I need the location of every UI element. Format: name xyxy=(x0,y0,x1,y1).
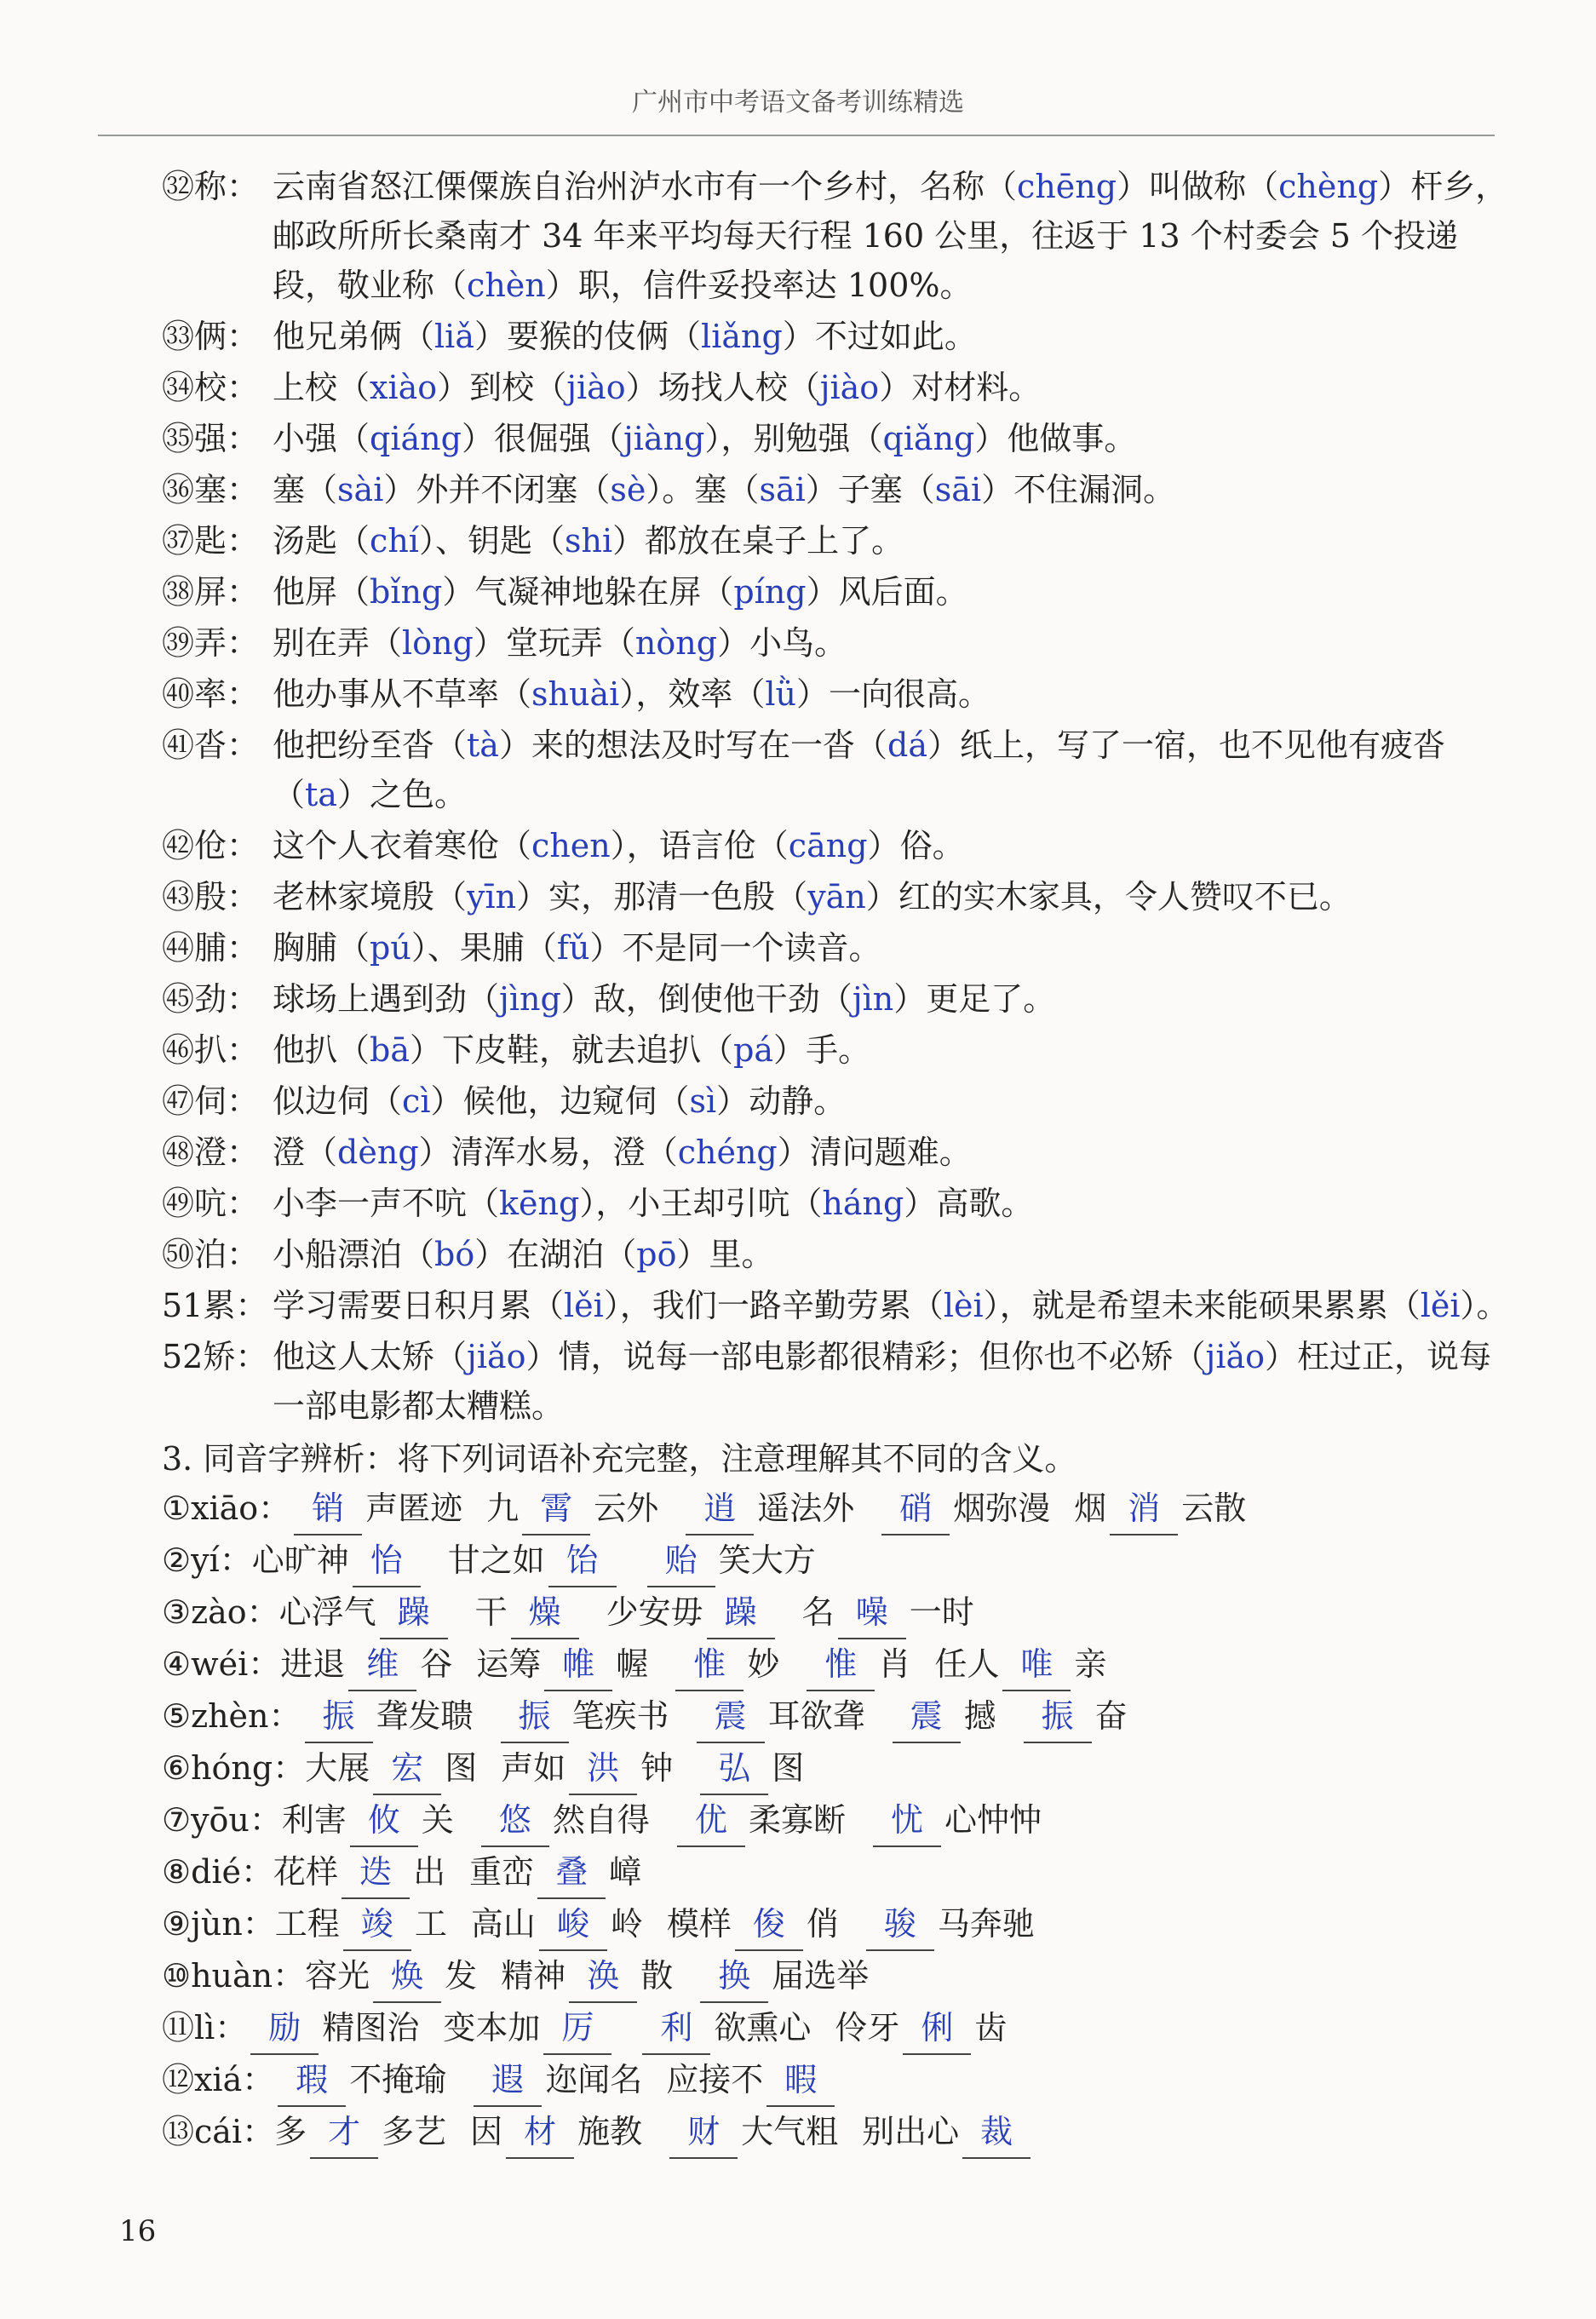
pinyin-answer: pú xyxy=(370,929,411,967)
pinyin-answer: yīn xyxy=(467,878,517,916)
pinyin-answer: chēng xyxy=(1017,168,1117,205)
word-group: 多 才 多艺 xyxy=(274,2113,446,2150)
pinyin-answer: chen xyxy=(531,827,611,864)
word-group: 甘之如 饴 xyxy=(448,1541,620,1579)
fill-blank: 遐 xyxy=(474,2055,542,2107)
homophone-row xyxy=(162,1639,1516,1691)
word-group: 重峦 叠 嶂 xyxy=(469,1853,641,1891)
item-text: 塞（sài）外并不闭塞（sè）。塞（sāi）子塞（sāi）不住漏洞。 xyxy=(273,471,1176,508)
list-item xyxy=(162,974,1516,1024)
item-number: ㊹脯： xyxy=(162,929,260,967)
homophone-row xyxy=(162,1535,1516,1587)
fill-blank: 骏 xyxy=(866,1899,934,1951)
list-item xyxy=(162,1128,1516,1177)
pinyin-answer: chéng xyxy=(677,1134,778,1171)
item-text: 小船漂泊（bó）在湖泊（pō）里。 xyxy=(273,1236,774,1273)
item-number: ㊺劲： xyxy=(162,980,260,1018)
word-group: 进退 维 谷 xyxy=(280,1645,452,1683)
homophone-label: ⑫xiá： xyxy=(162,2061,275,2098)
item-number: ㊶沓： xyxy=(162,726,260,764)
pinyin-answer: shuài xyxy=(531,675,620,713)
pinyin-answer: lǜ xyxy=(765,675,796,713)
pinyin-answer: cì xyxy=(402,1082,431,1120)
pinyin-answer: fǔ xyxy=(556,929,590,967)
item-number: 52矫： xyxy=(162,1338,268,1375)
fill-blank: 攸 xyxy=(350,1795,418,1847)
fill-blank: 维 xyxy=(348,1639,416,1691)
pinyin-answer: chèn xyxy=(467,267,546,304)
fill-blank: 唯 xyxy=(1002,1639,1071,1691)
fill-blank: 励 xyxy=(250,2003,319,2055)
item-number: ㊿泊： xyxy=(162,1236,260,1273)
pinyin-answer: jìn xyxy=(852,980,894,1018)
pinyin-answer: jiǎo xyxy=(1205,1338,1266,1375)
list-item xyxy=(162,821,1516,870)
word-group: 别出心 裁 xyxy=(862,2113,1034,2150)
word-group: 任人 唯 亲 xyxy=(934,1645,1106,1683)
pinyin-answer: sì xyxy=(689,1082,717,1120)
fill-blank: 帷 xyxy=(544,1639,612,1691)
word-group: 少安毋 躁 xyxy=(606,1593,778,1631)
word-group: 花样 迭 出 xyxy=(273,1853,445,1891)
list-item xyxy=(162,923,1516,973)
pinyin-answer: chèng xyxy=(1278,168,1379,205)
list-item xyxy=(162,1332,1516,1431)
fill-blank: 暇 xyxy=(766,2055,835,2107)
word-group: 换 届选举 xyxy=(697,1957,869,1995)
item-number: ㊳屏： xyxy=(162,573,260,611)
word-group: 容光 焕 发 xyxy=(305,1957,477,1995)
word-group: 瑕 不掩瑜 xyxy=(274,2061,446,2098)
homophone-label: ⑬cái： xyxy=(162,2113,275,2150)
list-item xyxy=(162,720,1516,819)
fill-blank: 惟 xyxy=(675,1639,743,1691)
fill-blank: 瑕 xyxy=(278,2055,346,2107)
pinyin-answer: sāi xyxy=(934,471,982,508)
homophone-label: ⑨jùn： xyxy=(162,1905,275,1943)
pinyin-answer: jiǎo xyxy=(467,1338,526,1375)
pinyin-answer: bā xyxy=(370,1031,410,1069)
homophone-row xyxy=(162,1899,1516,1951)
fill-blank: 悠 xyxy=(481,1795,549,1847)
word-group: 名 噪 一时 xyxy=(802,1593,974,1631)
word-group: 运筹 帷 幄 xyxy=(476,1645,648,1683)
fill-blank: 俐 xyxy=(903,2003,971,2055)
word-group: 遐 迩闻名 xyxy=(470,2061,642,2098)
pinyin-answer: chí xyxy=(370,522,419,560)
section3-title: 3. 同音字辨析：将下列词语补充完整，注意理解其不同的含义。 xyxy=(162,1440,1077,1478)
pinyin-answer: cāng xyxy=(788,827,868,864)
item-text: 他办事从不草率（shuài），效率（lǜ）一向很高。 xyxy=(273,675,991,713)
word-group: 心旷神 怡 xyxy=(252,1541,424,1579)
pinyin-answer: qiǎng xyxy=(882,420,975,457)
pinyin-answer: xiào xyxy=(370,369,438,406)
fill-blank: 惟 xyxy=(807,1639,875,1691)
fill-blank: 躁 xyxy=(707,1587,775,1639)
item-number: ㊴弄： xyxy=(162,624,260,662)
pinyin-answer: jiàng xyxy=(623,420,705,457)
item-number: ㊷伧： xyxy=(162,827,260,864)
word-group: 励 精图治 xyxy=(247,2009,419,2046)
word-group: 财 大气粗 xyxy=(666,2113,838,2150)
fill-blank: 燥 xyxy=(511,1587,579,1639)
fill-blank: 噪 xyxy=(838,1587,906,1639)
homophone-label: ④wéi： xyxy=(162,1645,281,1683)
item-number: ㊾吭： xyxy=(162,1185,260,1222)
item-text: 小李一声不吭（kēng），小王却引吭（háng）高歌。 xyxy=(273,1185,1034,1222)
word-group: 工程 竣 工 xyxy=(275,1905,447,1943)
homophone-row xyxy=(162,1951,1516,2003)
pinyin-answer: ta xyxy=(305,776,337,813)
homophone-label: ③zào： xyxy=(162,1593,279,1631)
fill-blank: 躁 xyxy=(380,1587,448,1639)
pinyin-answer: lèi xyxy=(943,1287,984,1324)
pinyin-answer: lěi xyxy=(564,1287,604,1324)
item-text: 澄（dèng）清浑水易，澄（chéng）清问题难。 xyxy=(273,1134,972,1171)
word-group: 心浮气 躁 xyxy=(279,1593,451,1631)
header-rule xyxy=(98,135,1495,136)
item-text: 他屏（bǐng）气凝神地躲在屏（píng）风后面。 xyxy=(273,573,968,611)
word-group: 惟 妙 xyxy=(672,1645,779,1683)
fill-blank: 涣 xyxy=(569,1951,637,2003)
fill-blank: 材 xyxy=(506,2107,574,2159)
fill-blank: 怡 xyxy=(353,1535,421,1587)
item-text: 别在弄（lòng）堂玩弄（nòng）小鸟。 xyxy=(273,624,847,662)
fill-blank: 迭 xyxy=(342,1847,410,1899)
word-group: 伶牙 俐 齿 xyxy=(835,2009,1007,2046)
pinyin-answer: nòng xyxy=(634,624,718,662)
pinyin-answer: sè xyxy=(610,471,646,508)
pinyin-answer: liǎ xyxy=(434,318,474,355)
pinyin-answer: lòng xyxy=(402,624,474,662)
word-group: 优 柔寡断 xyxy=(674,1801,846,1839)
fill-blank: 振 xyxy=(1024,1691,1092,1743)
word-group: 模样 俊 俏 xyxy=(667,1905,839,1943)
word-group: 震 耳欲聋 xyxy=(693,1697,865,1735)
pinyin-answer: háng xyxy=(822,1185,904,1222)
homophone-row xyxy=(162,2107,1516,2159)
item-text: 上校（xiào）到校（jiào）场找人校（jiào）对材料。 xyxy=(273,369,1042,406)
word-group: 干 燥 xyxy=(475,1593,583,1631)
fill-blank: 换 xyxy=(700,1951,768,2003)
item-number: ㊻扒： xyxy=(162,1031,260,1069)
pinyin-answer: qiáng xyxy=(370,420,462,457)
fill-blank: 振 xyxy=(501,1691,569,1743)
homophone-row xyxy=(162,2055,1516,2107)
fill-blank: 销 xyxy=(294,1484,362,1535)
pinyin-answer: lěi xyxy=(1420,1287,1461,1324)
pinyin-answer: dá xyxy=(887,726,927,764)
item-text: 云南省怒江傈僳族自治州泸水市有一个乡村，名称（chēng）叫做称（chèng）杆乡，邮政所所长桑南才 34 年来平均每天行程 160 公里，往返于 13 个村委会 5 个投递段，敬业称（chèn）职，信件妥投率达 100%。 xyxy=(273,168,1508,304)
item-text: 小强（qiáng）很倔强（jiàng），别勉强（qiǎng）他做事。 xyxy=(273,420,1137,457)
homophone-label: ⑧dié： xyxy=(162,1853,274,1891)
word-group: 忧 心忡忡 xyxy=(870,1801,1042,1839)
page-number: 16 xyxy=(119,2214,157,2248)
item-number: 51累： xyxy=(162,1287,268,1324)
word-group: 利害 攸 关 xyxy=(282,1801,454,1839)
item-text: 他扒（bā）下皮鞋，就去追扒（pá）手。 xyxy=(273,1031,871,1069)
fill-blank: 叠 xyxy=(537,1847,606,1899)
pinyin-answer: yān xyxy=(807,878,866,916)
word-group: 骏 马奔驰 xyxy=(863,1905,1035,1943)
item-number: ㊼伺： xyxy=(162,1082,260,1120)
item-text: 他这人太矫（jiǎo）情，说每一部电影都很精彩；但你也不必矫（jiǎo）枉过正，说每一部电影都太糟糕。 xyxy=(273,1338,1492,1425)
pinyin-answer: kēng xyxy=(499,1185,580,1222)
item-number: ㊵率： xyxy=(162,675,260,713)
list-item xyxy=(162,618,1516,668)
fill-blank: 贻 xyxy=(647,1535,715,1587)
homophone-row xyxy=(162,2003,1516,2055)
fill-blank: 优 xyxy=(677,1795,745,1847)
homophone-row xyxy=(162,1847,1516,1899)
word-group: 利 欲熏心 xyxy=(639,2009,811,2046)
list-item xyxy=(162,1281,1516,1330)
fill-blank: 饴 xyxy=(548,1535,617,1587)
word-group: 变本加 厉 xyxy=(443,2009,615,2046)
item-text: 似边伺（cì）候他，边窥伺（sì）动静。 xyxy=(273,1082,847,1120)
list-item xyxy=(162,1076,1516,1126)
homophone-label: ⑥hóng： xyxy=(162,1749,306,1787)
content-column xyxy=(162,162,1516,2159)
pinyin-answer: tà xyxy=(467,726,499,764)
word-group: 声如 洪 钟 xyxy=(501,1749,673,1787)
homophone-row xyxy=(162,1484,1516,1535)
fill-blank: 消 xyxy=(1110,1484,1178,1535)
fill-blank: 峻 xyxy=(539,1899,607,1951)
fill-blank: 竣 xyxy=(343,1899,411,1951)
list-item xyxy=(162,669,1516,719)
word-group: 振 笔疾书 xyxy=(497,1697,669,1735)
homophone-label: ①xiāo： xyxy=(162,1490,291,1527)
list-item xyxy=(162,363,1516,412)
fill-blank: 俊 xyxy=(735,1899,803,1951)
word-group: 九 霄 云外 xyxy=(486,1490,658,1527)
word-group: 销 声匿迹 xyxy=(290,1490,462,1527)
word-group: 应接不 暇 xyxy=(666,2061,838,2098)
fill-blank: 宏 xyxy=(373,1743,441,1795)
homophone-label: ②yí： xyxy=(162,1541,252,1579)
fill-blank: 霄 xyxy=(522,1484,590,1535)
pinyin-answer: liǎng xyxy=(701,318,783,355)
fill-blank: 裁 xyxy=(962,2107,1031,2159)
item-text: 他兄弟俩（liǎ）要猴的伎俩（liǎng）不过如此。 xyxy=(273,318,977,355)
item-number: ㊸殷： xyxy=(162,878,260,916)
fill-blank: 财 xyxy=(669,2107,738,2159)
pinyin-answer: sāi xyxy=(759,471,806,508)
fill-blank: 才 xyxy=(310,2107,378,2159)
word-group: 惟 肖 xyxy=(803,1645,910,1683)
item-number: ㉜称： xyxy=(162,168,260,205)
homophone-row xyxy=(162,1587,1516,1639)
list-item xyxy=(162,567,1516,617)
fill-blank: 震 xyxy=(697,1691,765,1743)
fill-blank: 硝 xyxy=(881,1484,950,1535)
word-group: 因 材 施教 xyxy=(470,2113,642,2150)
word-group: 贻 笑大方 xyxy=(644,1541,816,1579)
pinyin-answer: sài xyxy=(337,471,384,508)
list-item xyxy=(162,1179,1516,1228)
homophone-row xyxy=(162,1743,1516,1795)
homophone-label: ⑦yōu： xyxy=(162,1801,282,1839)
pinyin-answer: jiào xyxy=(566,369,626,406)
item-text: 球场上遇到劲（jìng）敌，倒使他干劲（jìn）更足了。 xyxy=(273,980,1056,1018)
word-group: 震 撼 xyxy=(889,1697,996,1735)
item-text: 汤匙（chí）、钥匙（shi）都放在桌子上了。 xyxy=(273,522,904,560)
fill-blank: 厉 xyxy=(543,2003,611,2055)
word-group: 硝 烟弥漫 xyxy=(878,1490,1050,1527)
word-group: 振 聋发聩 xyxy=(301,1697,474,1735)
fill-blank: 震 xyxy=(893,1691,961,1743)
list-item xyxy=(162,162,1516,310)
word-group: 逍 遥法外 xyxy=(682,1490,854,1527)
item-text: 这个人衣着寒伧（chen），语言伧（cāng）俗。 xyxy=(273,827,965,864)
item-number: ㉟强： xyxy=(162,420,260,457)
pinyin-answer: bǐng xyxy=(370,573,443,611)
fill-blank: 逍 xyxy=(686,1484,754,1535)
page-header: 广州市中考语文备考训练精选 xyxy=(632,88,964,118)
item-number: ㊽澄： xyxy=(162,1134,260,1171)
word-group: 弘 图 xyxy=(697,1749,804,1787)
homophone-row xyxy=(162,1691,1516,1743)
item-number: ㊱塞： xyxy=(162,471,260,508)
fill-blank: 振 xyxy=(305,1691,373,1743)
pinyin-answer: jiào xyxy=(819,369,880,406)
fill-blank: 利 xyxy=(642,2003,710,2055)
fill-blank: 洪 xyxy=(569,1743,637,1795)
item-text: 老林家境殷（yīn）实，那清一色殷（yān）红的实木家具，令人赞叹不已。 xyxy=(273,878,1352,916)
pinyin-answer: shi xyxy=(565,522,613,560)
word-group: 高山 峻 岭 xyxy=(471,1905,643,1943)
homophone-row xyxy=(162,1795,1516,1847)
list-item xyxy=(162,312,1516,361)
item-number: ㉝俩： xyxy=(162,318,260,355)
word-group: 大展 宏 图 xyxy=(305,1749,477,1787)
list-item xyxy=(162,1025,1516,1075)
pronunciation-list xyxy=(162,162,1516,1431)
homophone-list xyxy=(162,1484,1516,2159)
homophone-label: ⑩huàn： xyxy=(162,1957,306,1995)
list-item xyxy=(162,516,1516,565)
list-item xyxy=(162,465,1516,514)
item-number: ㊲匙： xyxy=(162,522,260,560)
item-text: 他把纷至沓（tà）来的想法及时写在一沓（dá）纸上，写了一宿，也不见他有疲沓（ta）之色。 xyxy=(273,726,1446,813)
word-group: 烟 消 云散 xyxy=(1074,1490,1246,1527)
homophone-label: ⑪lì： xyxy=(162,2009,248,2046)
list-item xyxy=(162,414,1516,463)
list-item xyxy=(162,1230,1516,1279)
pinyin-answer: dèng xyxy=(337,1134,419,1171)
pinyin-answer: jìng xyxy=(499,980,561,1018)
fill-blank: 忧 xyxy=(873,1795,941,1847)
list-item xyxy=(162,872,1516,921)
item-number: ㉞校： xyxy=(162,369,260,406)
homophone-label: ⑤zhèn： xyxy=(162,1697,301,1735)
fill-blank: 焕 xyxy=(373,1951,441,2003)
pinyin-answer: píng xyxy=(733,573,807,611)
item-text: 学习需要日积月累（lěi），我们一路辛勤劳累（lèi），就是希望未来能硕果累累（lěi）。 xyxy=(273,1287,1509,1324)
word-group: 悠 然自得 xyxy=(478,1801,650,1839)
item-text: 胸脯（pú）、果脯（fǔ）不是同一个读音。 xyxy=(273,929,881,967)
word-group: 精神 涣 散 xyxy=(501,1957,673,1995)
pinyin-answer: pá xyxy=(733,1031,774,1069)
pinyin-answer: pō xyxy=(636,1236,677,1273)
pinyin-answer: bó xyxy=(434,1236,475,1273)
word-group: 振 奋 xyxy=(1020,1697,1128,1735)
fill-blank: 弘 xyxy=(700,1743,768,1795)
